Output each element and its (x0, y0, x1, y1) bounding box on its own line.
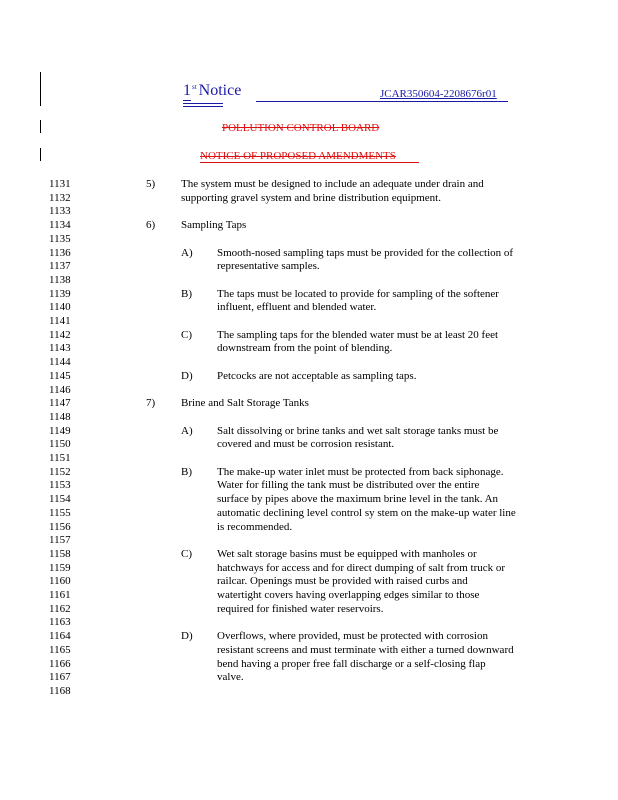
subitem-text-line: The sampling taps for the blended water must be at least 20 feet (217, 328, 499, 341)
line-number: 1147 (49, 397, 71, 410)
subitem-text-line: Water for filling the tank must be distributed over the entire (217, 479, 480, 492)
item-label: 6) (146, 219, 156, 232)
item-heading: Brine and Salt Storage Tanks (181, 397, 309, 410)
subitem-text-line: surface by pipes above the maximum brine level in the tank. An (217, 493, 499, 506)
line-number: 1158 (49, 547, 71, 560)
line-number: 1137 (49, 260, 71, 273)
change-bar (40, 148, 41, 161)
subitem-label: A) (181, 424, 193, 437)
line-number: 1164 (49, 630, 71, 643)
line-number: 1135 (49, 232, 71, 245)
item-heading: Sampling Taps (181, 219, 247, 232)
subitem-text-line: railcar. Openings must be provided with raised curbs and (217, 575, 468, 588)
line-number: 1149 (49, 424, 71, 437)
subitem-text-line: watertight covers having overlapping edges similar to those (217, 589, 480, 601)
line-number: 1155 (49, 506, 71, 519)
line-number: 1153 (49, 479, 71, 492)
subitem-text-line: influent, effluent and blended water. (217, 301, 377, 314)
subitem-label: C) (181, 547, 192, 560)
board-name: POLLUTION CONTROL BOARD (222, 122, 380, 134)
line-number: 1166 (49, 657, 71, 670)
notice-word: Notice (198, 82, 242, 99)
subitem-text-line: hatchways for access and for direct dumping of salt from truck or (217, 561, 506, 574)
notice-title-underline (200, 162, 419, 163)
line-number: 1154 (49, 493, 71, 506)
line-number: 1141 (49, 315, 71, 327)
line-number: 1163 (49, 616, 71, 629)
line-number: 1144 (49, 356, 71, 369)
line-number: 1140 (49, 301, 71, 314)
line-number: 1160 (49, 575, 71, 588)
line-number: 1165 (49, 643, 71, 656)
notice-title: NOTICE OF PROPOSED AMENDMENTS (200, 150, 396, 162)
header-rule (256, 101, 508, 102)
line-number: 1148 (49, 410, 71, 423)
subitem-text-line: covered and must be corrosion resistant. (217, 438, 395, 451)
item-text-line: The system must be designed to include an adequate under drain and (181, 178, 484, 190)
header-rule (183, 103, 223, 104)
line-number: 1168 (49, 684, 71, 697)
notice-number: 1 (183, 82, 191, 99)
line-number: 1142 (49, 328, 71, 341)
subitem-label: B) (181, 287, 192, 300)
line-number: 1138 (49, 273, 71, 286)
subitem-label: D) (181, 369, 193, 382)
subitem-text-line: The taps must be located to provide for sampling of the softener (217, 287, 499, 300)
line-number: 1159 (49, 561, 71, 574)
subitem-text-line: downstream from the point of blending. (217, 342, 393, 355)
document-code: JCAR350604-2208676r01 (380, 88, 497, 100)
subitem-text-line: resistant screens and must terminate with either a turned downward (217, 643, 514, 656)
line-number: 1134 (49, 219, 71, 232)
notice-superscript: st (192, 82, 197, 91)
subitem-text-line: required for finished water reservoirs. (217, 602, 384, 615)
line-number: 1150 (49, 438, 71, 451)
subitem-text-line: The make-up water inlet must be protected from back siphonage. (217, 465, 504, 478)
item-text-line: supporting gravel system and brine distribution equipment. (181, 191, 441, 204)
line-number: 1132 (49, 191, 71, 204)
item-label: 7) (146, 397, 156, 410)
item-label: 5) (146, 178, 156, 190)
line-number: 1146 (49, 383, 71, 396)
line-number: 1131 (49, 178, 71, 190)
subitem-label: C) (181, 328, 192, 341)
line-number: 1162 (49, 602, 71, 615)
subitem-text-line: representative samples. (217, 260, 320, 273)
subitem-text-line: Petcocks are not acceptable as sampling taps. (217, 369, 417, 382)
header-rule (183, 106, 223, 107)
line-number: 1151 (49, 452, 71, 464)
line-number: 1152 (49, 465, 71, 478)
change-bar (40, 72, 41, 106)
subitem-text-line: bend having a proper free fall discharge or a self-closing flap (217, 657, 486, 670)
subitem-label: B) (181, 465, 192, 478)
line-number: 1167 (49, 671, 71, 684)
line-number: 1136 (49, 246, 71, 259)
line-number: 1156 (49, 520, 71, 533)
subitem-text-line: valve. (217, 671, 244, 684)
subitem-text-line: is recommended. (217, 520, 293, 533)
line-number: 1161 (49, 589, 71, 601)
line-number: 1157 (49, 534, 71, 547)
subitem-label: D) (181, 630, 193, 643)
subitem-text-line: Salt dissolving or brine tanks and wet salt storage tanks must be (217, 424, 499, 437)
line-number: 1143 (49, 342, 71, 355)
subitem-label: A) (181, 246, 193, 259)
subitem-text-line: automatic declining level control sy stem on the make-up water line (217, 506, 516, 519)
notice-heading (183, 82, 241, 101)
subitem-text-line: Smooth-nosed sampling taps must be provided for the collection of (217, 246, 514, 259)
subitem-text-line: Overflows, where provided, must be protected with corrosion (217, 630, 488, 643)
subitem-text-line: Wet salt storage basins must be equipped with manholes or (217, 547, 477, 560)
line-number: 1139 (49, 287, 71, 300)
change-bar (40, 120, 41, 133)
line-number: 1145 (49, 369, 71, 382)
line-number: 1133 (49, 205, 71, 218)
